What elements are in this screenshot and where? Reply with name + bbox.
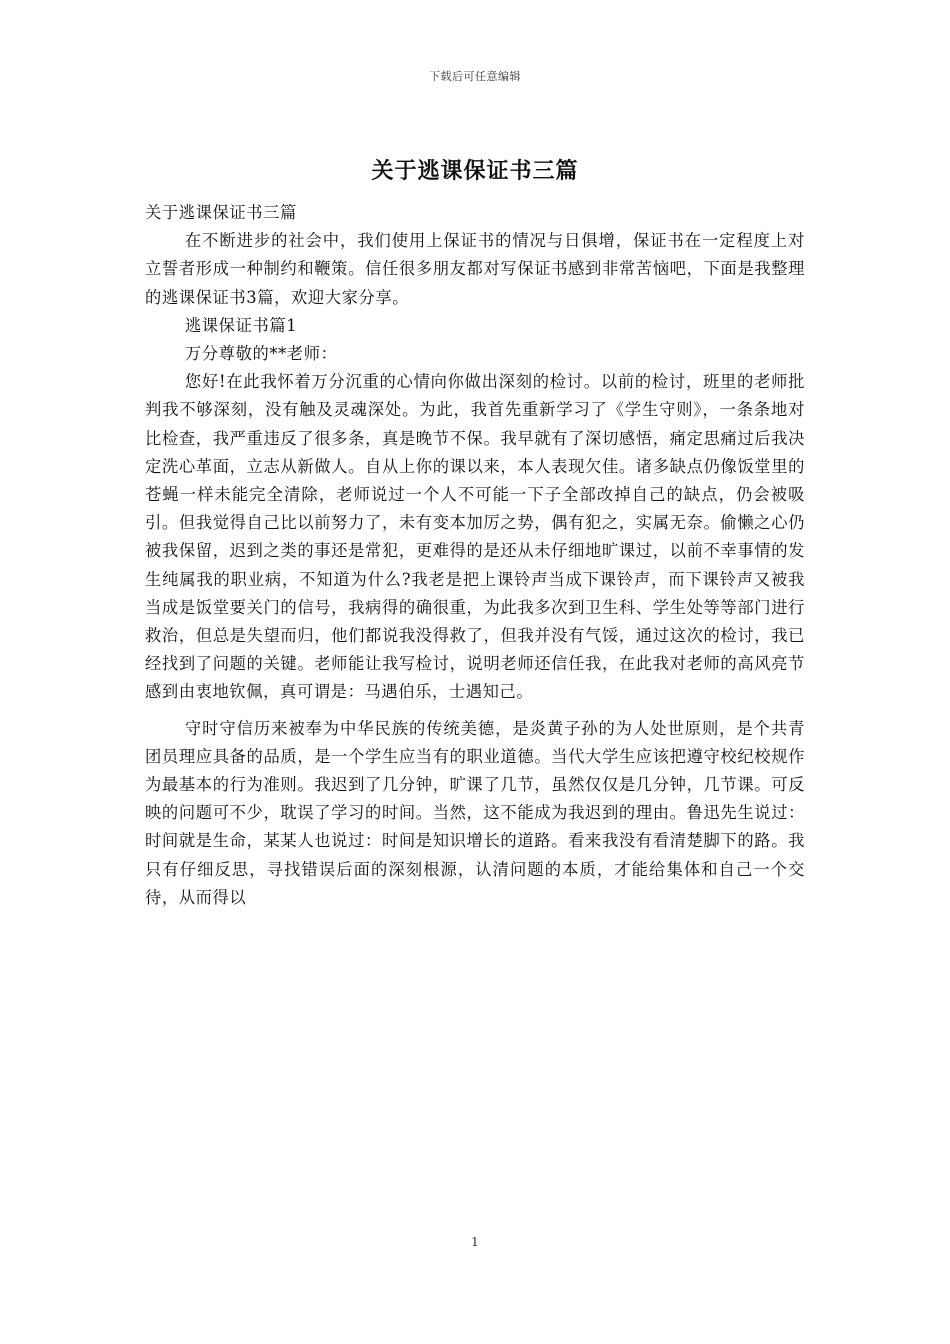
page-number: 1: [471, 1235, 479, 1249]
body-paragraph: 守时守信历来被奉为中华民族的传统美德，是炎黄子孙的为人处世原则，是个共青团员理应具备的品质，是一个学生应当有的职业道德。当代大学生应该把遵守校纪校规作为最基本的行为准则。我迟到了几分钟，旷课了几节，虽然仅仅是几分钟，几节课。可反映的问题可不少，耽误了学习的时间。当然，这不能成为我迟到的理由。鲁迅先生说过：时间就是生命，某某人也说过：时间是知识增长的道路。看来我没有看清楚脚下的路。我只有仔细反思，寻找错误后面的深刻根源，认清问题的本质，才能给集体和自己一个交待，从而得以: [145, 718, 805, 907]
body-paragraph: 您好!在此我怀着万分沉重的心情向你做出深刻的检讨。以前的检讨，班里的老师批判我不够深刻，没有触及灵魂深处。为此，我首先重新学习了《学生守则》，一条条地对比检查，我严重违反了很多条，真是晚节不保。我早就有了深切感悟，痛定思痛过后我决定洗心革面，立志从新做人。自从上你的课以来，本人表现欠佳。诸多缺点仍像饭堂里的苍蝇一样未能完全清除，老师说过一个人不可能一下子全部改掉自己的缺点，仍会被吸引。但我觉得自己比以前努力了，未有变本加厉之势，偶有犯之，实属无奈。偷懒之心仍被我保留，迟到之类的事还是常犯，更难得的是还从未仔细地旷课过，以前不幸事情的发生纯属我的职业病，不知道为什么?我老是把上课铃声当成下课铃声，而下课铃声又被我当成是饭堂要关门的信号，我病得的确很重，为此我多次到卫生科、学生处等等部门进行救治，但总是失望而归，他们都说我没得救了，但我并没有气馁，通过这次的检讨，我已经找到了问题的关键。老师能让我写检讨，说明老师还信任我，在此我对老师的高风亮节感到由衷地钦佩，真可谓是：马遇伯乐，士遇知己。: [145, 372, 805, 702]
section-heading: 逃课保证书篇1: [184, 315, 298, 335]
document-body: [145, 199, 805, 912]
intro-paragraph: 在不断进步的社会中，我们使用上保证书的情况与日俱增，保证书在一定程度上对立誓者形成一种制约和鞭策。信任很多朋友都对写保证书感到非常苦恼吧，下面是我整理的逃课保证书3篇，欢迎大家分享。: [145, 231, 805, 307]
document-title: 关于逃课保证书三篇: [371, 158, 579, 184]
subtitle-paragraph: 关于逃课保证书三篇: [145, 203, 297, 222]
page-header: 下载后可任意编辑: [429, 70, 521, 83]
salutation: 万分尊敬的**老师：: [184, 344, 338, 364]
